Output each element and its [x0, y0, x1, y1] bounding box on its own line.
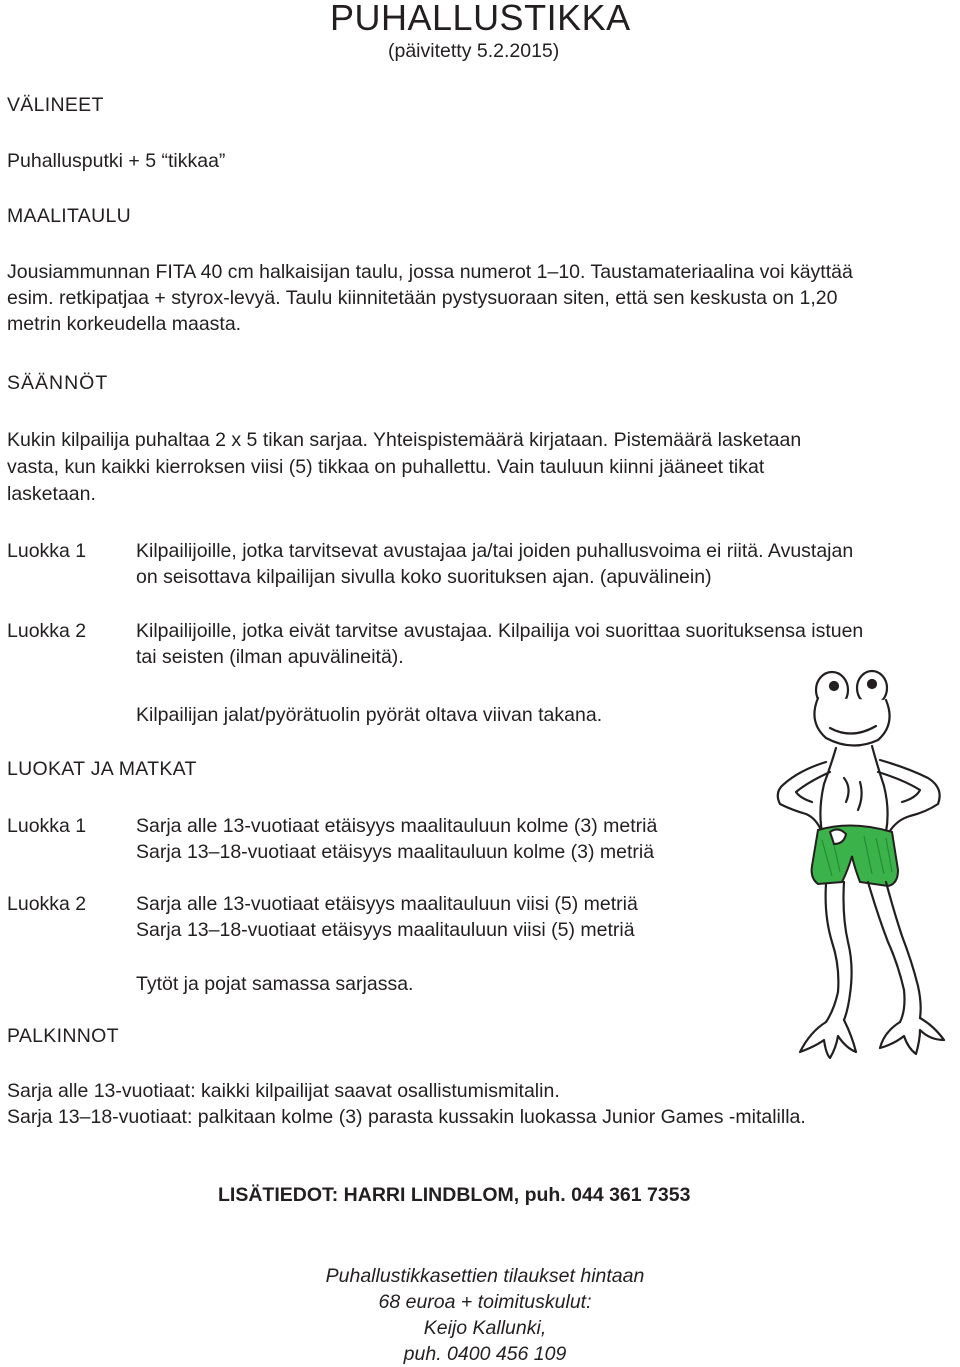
- distance-line: Sarja 13–18-vuotiaat etäisyys maalitauluun kolme (3) metriä: [136, 841, 655, 863]
- distance-line: Sarja alle 13-vuotiaat etäisyys maalitauluun kolme (3) metriä: [136, 815, 658, 837]
- class-description-line: on seisottava kilpailijan sivulla koko suorituksen ajan. (apuvälinein): [136, 566, 712, 588]
- heading-saannot: SÄÄNNÖT: [7, 372, 109, 394]
- page-title: PUHALLUSTIKKA: [330, 0, 631, 38]
- rules-text-line: lasketaan.: [7, 483, 96, 505]
- class-label: Luokka 2: [7, 893, 87, 915]
- distance-line: Sarja alle 13-vuotiaat etäisyys maalitauluun viisi (5) metriä: [136, 893, 638, 915]
- contact-info: LISÄTIEDOT: HARRI LINDBLOM, puh. 044 361 7353: [218, 1184, 691, 1206]
- class-label: Luokka 1: [7, 815, 87, 837]
- rules-text-line: Kukin kilpailija puhaltaa 2 x 5 tikan sarjaa. Yhteispistemäärä kirjataan. Pistemäärä lasketaan: [7, 429, 802, 451]
- heading-maalitaulu: MAALITAULU: [7, 205, 131, 227]
- heading-valineet: VÄLINEET: [7, 94, 104, 116]
- mixed-series-note: Tytöt ja pojat samassa sarjassa.: [136, 973, 414, 995]
- class-description-line: tai seisten (ilman apuvälineitä).: [136, 646, 404, 668]
- order-line: puh. 0400 456 109: [403, 1343, 567, 1365]
- class-description-line: Kilpailijoille, jotka eivät tarvitse avustajaa. Kilpailija voi suorittaa suorituksensa istuen: [136, 620, 864, 642]
- class-label: Luokka 1: [7, 540, 87, 562]
- distance-line: Sarja 13–18-vuotiaat etäisyys maalitauluun viisi (5) metriä: [136, 919, 635, 941]
- target-text-line: esim. retkipatjaa + styrox-levyä. Taulu kiinnitetään pystysuoraan siten, että sen keskusta on 1,20: [7, 287, 838, 309]
- order-line: 68 euroa + toimituskulut:: [378, 1291, 592, 1313]
- frog-illustration: [760, 660, 960, 1060]
- heading-palkinnot: PALKINNOT: [7, 1025, 119, 1047]
- prize-line: Sarja alle 13-vuotiaat: kaikki kilpailijat saavat osallistumismitalin.: [7, 1080, 560, 1102]
- target-text-line: metrin korkeudella maasta.: [7, 313, 242, 335]
- update-date: (päivitetty 5.2.2015): [388, 40, 560, 62]
- prize-line: Sarja 13–18-vuotiaat: palkitaan kolme (3) parasta kussakin luokassa Junior Games -mitalilla.: [7, 1106, 806, 1128]
- order-line: Keijo Kallunki,: [423, 1317, 547, 1339]
- rules-text-line: vasta, kun kaikki kierroksen viisi (5) tikkaa on puhallettu. Vain tauluun kiinni jääneet tikat: [7, 456, 765, 478]
- equipment-text: Puhallusputki + 5 “tikkaa”: [7, 150, 226, 172]
- target-text-line: Jousiammunnan FITA 40 cm halkaisijan taulu, jossa numerot 1–10. Taustamateriaalina voi käyttää: [7, 261, 853, 283]
- heading-luokat: LUOKAT JA MATKAT: [7, 758, 197, 780]
- class-description-line: Kilpailijoille, jotka tarvitsevat avustajaa ja/tai joiden puhallusvoima ei riitä. Avustajan: [136, 540, 854, 562]
- line-rule-note: Kilpailijan jalat/pyörätuolin pyörät oltava viivan takana.: [136, 704, 603, 726]
- class-label: Luokka 2: [7, 620, 87, 642]
- order-line: Puhallustikkasettien tilaukset hintaan: [325, 1265, 645, 1287]
- frog-shorts: [812, 825, 898, 886]
